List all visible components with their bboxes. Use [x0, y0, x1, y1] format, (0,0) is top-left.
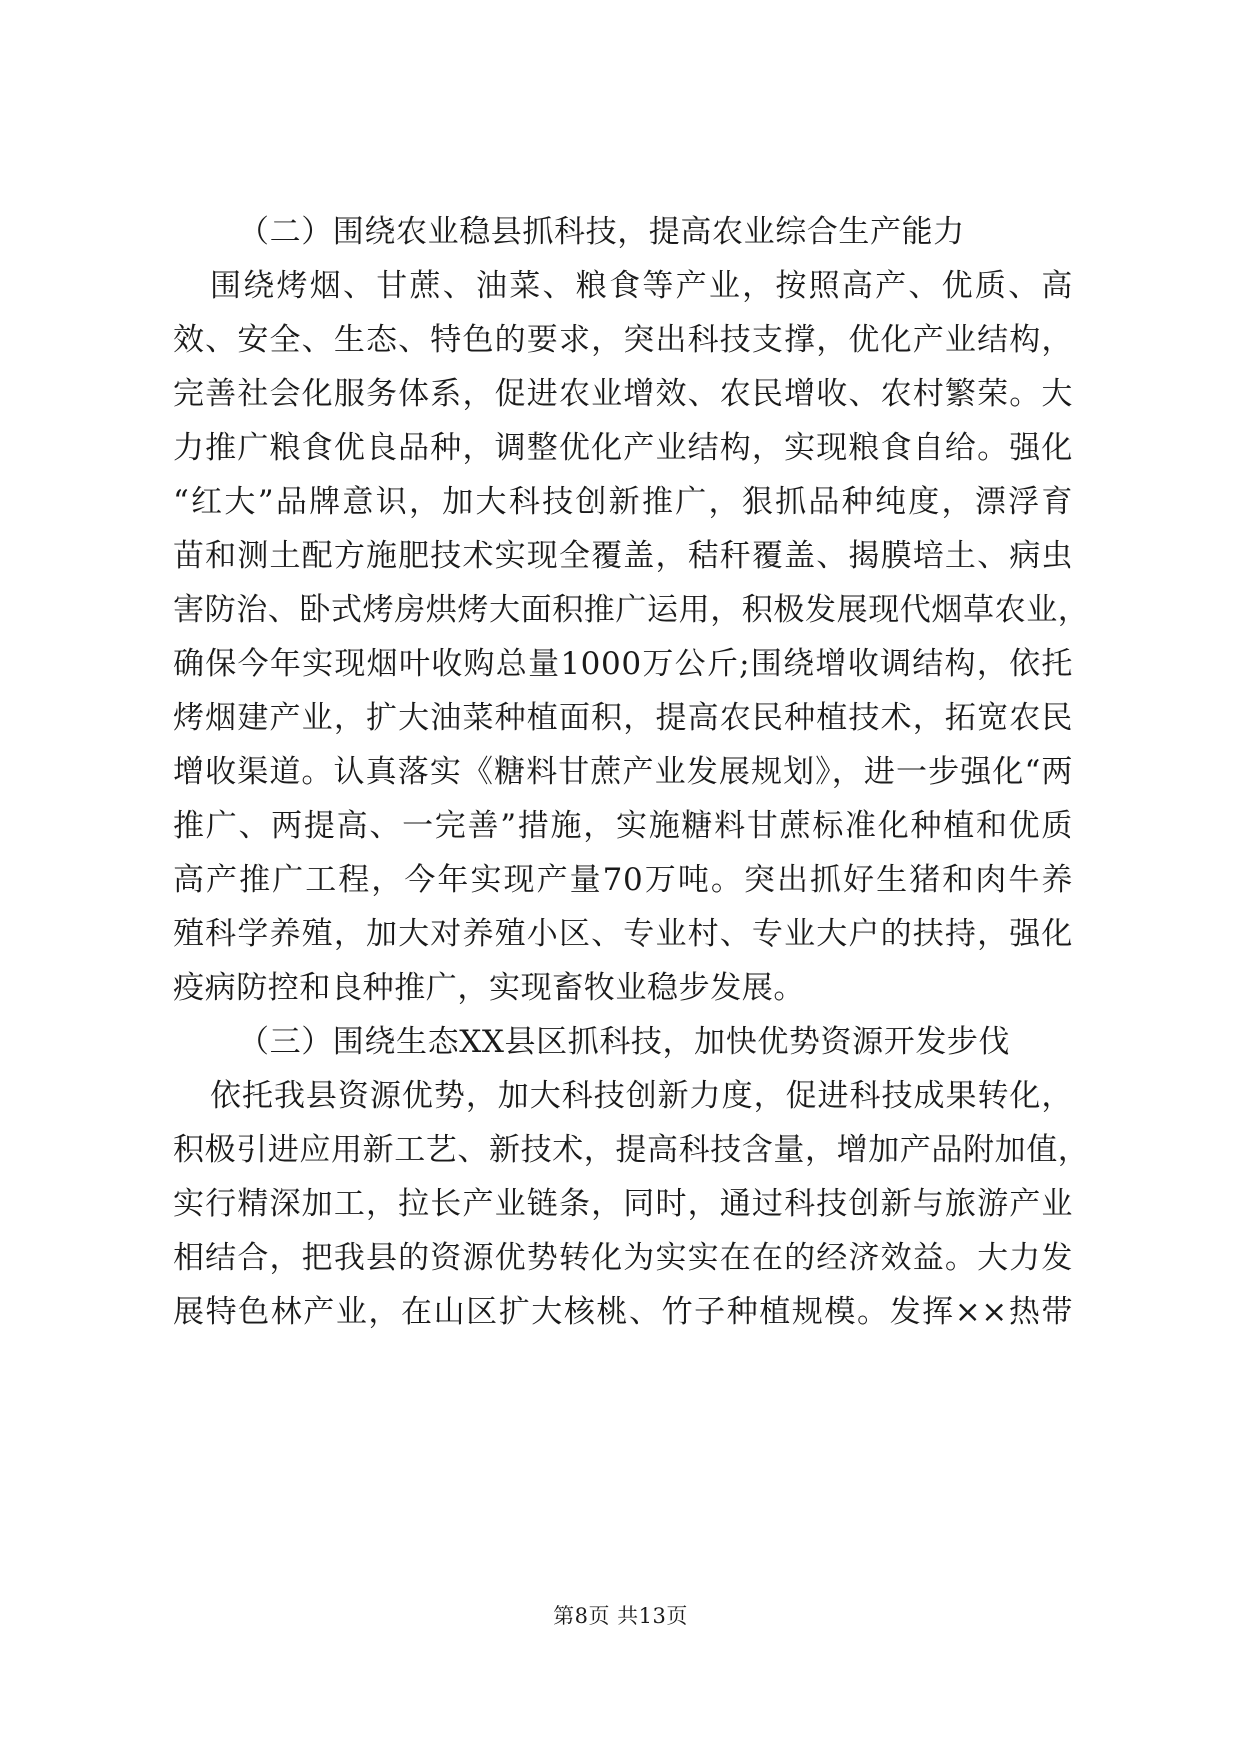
body-text-line: 力推广粮食优良品种，调整优化产业结构，实现粮食自给。强化: [173, 430, 1073, 466]
page-footer: 第8页 共13页: [553, 1604, 688, 1628]
body-text-line: 高产推广工程，今年实现产量70万吨。突出抓好生猪和肉牛养: [173, 862, 1073, 898]
body-text-line: 苗和测土配方施肥技术实现全覆盖，秸秆覆盖、揭膜培土、病虫: [173, 538, 1073, 574]
body-text-line: “红大”品牌意识，加大科技创新推广，狠抓品种纯度，漂浮育: [173, 484, 1073, 520]
body-text-line: 殖科学养殖，加大对养殖小区、专业村、专业大户的扶持，强化: [173, 916, 1073, 952]
body-text-line: 增收渠道。认真落实《糖料甘蔗产业发展规划》，进一步强化“两: [173, 754, 1073, 790]
body-text-line: 害防治、卧式烤房烘烤大面积推广运用，积极发展现代烟草农业，: [173, 592, 1090, 628]
body-text-line: 疫病防控和良种推广，实现畜牧业稳步发展。: [173, 970, 805, 1006]
body-text-line: 实行精深加工，拉长产业链条，同时，通过科技创新与旅游产业: [173, 1186, 1073, 1222]
body-text-line: 依托我县资源优势，加大科技创新力度，促进科技成果转化，: [210, 1078, 1073, 1114]
body-text-line: 围绕烤烟、甘蔗、油菜、粮食等产业，按照高产、优质、高: [210, 268, 1073, 304]
body-text-line: 展特色林产业，在山区扩大核桃、竹子种植规模。发挥××热带: [173, 1294, 1073, 1330]
body-text-line: 积极引进应用新工艺、新技术，提高科技含量，增加产品附加值，: [173, 1132, 1090, 1168]
body-text-line: 效、安全、生态、特色的要求，突出科技支撑，优化产业结构，: [173, 322, 1073, 358]
body-text-line: 烤烟建产业，扩大油菜种植面积，提高农民种植技术，拓宽农民: [173, 700, 1073, 736]
body-text-line: 确保今年实现烟叶收购总量1000万公斤;围绕增收调结构，依托: [173, 646, 1073, 682]
section-heading-3: （三）围绕生态XX县区抓科技，加快优势资源开发步伐: [238, 1024, 1011, 1060]
body-text-line: 推广、两提高、一完善”措施，实施糖料甘蔗标准化种植和优质: [173, 808, 1073, 844]
section-heading-2: （二）围绕农业稳县抓科技，提高农业综合生产能力: [238, 214, 965, 250]
body-text-line: 完善社会化服务体系，促进农业增效、农民增收、农村繁荣。大: [173, 376, 1073, 412]
body-text-line: 相结合，把我县的资源优势转化为实实在在的经济效益。大力发: [173, 1240, 1073, 1276]
